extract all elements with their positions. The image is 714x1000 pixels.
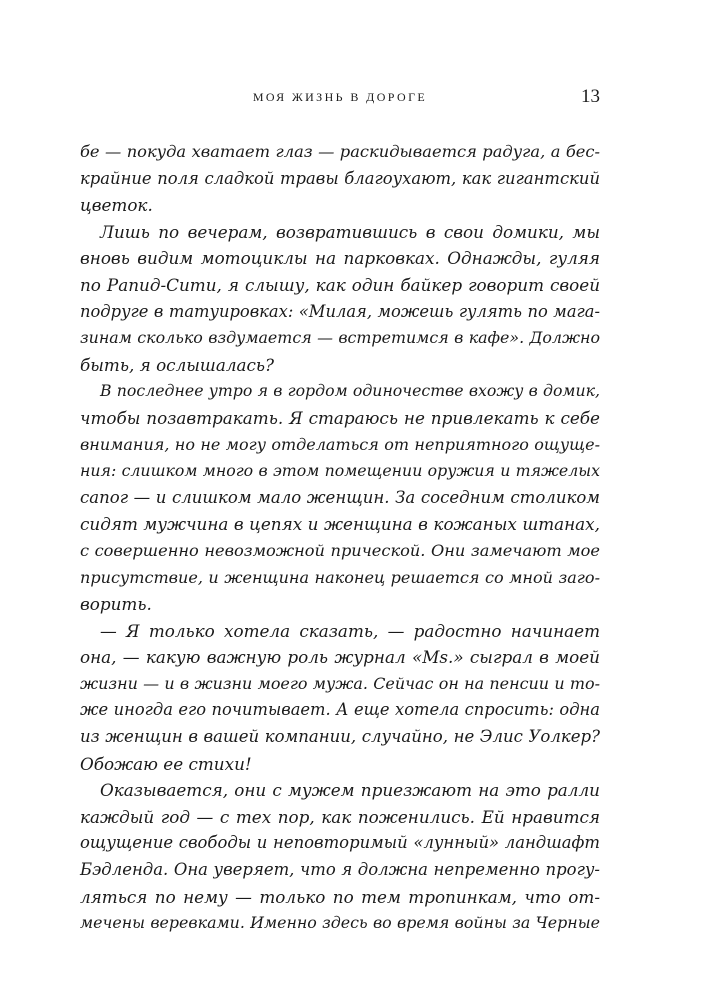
text-line: — Я только хотела сказать, — радостно начинает — [100, 620, 600, 641]
text-line: ляться по нему — только по тем тропинкам, что от- — [80, 886, 600, 907]
page-number: 13 — [581, 86, 600, 107]
paragraph — [80, 618, 600, 778]
text-line: Обожаю ее стихи! — [80, 753, 252, 774]
text-line: же иногда его почитывает. А еще хотела спросить: одна — [80, 700, 600, 720]
running-head — [80, 86, 600, 112]
text-line: мечены веревками. Именно здесь во время войны за Черные — [80, 913, 600, 933]
text-line: сидят мужчина в цепях и женщина в кожаных штанах, — [80, 514, 600, 535]
text-line: цветок. — [80, 195, 153, 216]
text-line: каждый год — с тех пор, как поженились. Ей нравится — [80, 806, 600, 827]
text-line: зинам сколько вздумается — встретимся в кафе». Должно — [80, 328, 600, 348]
text-line: с совершенно невозможной прической. Они замечают мое — [80, 540, 600, 560]
text-line: Бэдленда. Она уверяет, что я должна непременно прогу- — [80, 860, 600, 880]
text-line: вновь видим мотоциклы на парковках. Однажды, гуляя — [80, 248, 600, 269]
text-line: В последнее утро я в гордом одиночестве вхожу в домик, — [100, 381, 600, 401]
text-line: ворить. — [80, 594, 152, 615]
text-line: быть, я ослышалась? — [80, 354, 275, 375]
paragraph — [80, 378, 600, 617]
text-line: Лишь по вечерам, возвратившись в свои домики, мы — [100, 221, 600, 242]
text-line: бе — покуда хватает глаз — раскидывается радуга, а бес- — [80, 142, 600, 161]
paragraph — [80, 777, 600, 937]
text-line: Оказывается, они с мужем приезжают на это ралли — [100, 780, 600, 801]
paragraph — [80, 139, 600, 219]
body-text — [80, 139, 600, 937]
text-line: из женщин в вашей компании, случайно, не Элис Уолкер? — [80, 727, 600, 747]
text-line: крайние поля сладкой травы благоухают, как гигантский — [80, 168, 600, 188]
text-line: сапог — и слишком мало женщин. За соседним столиком — [80, 487, 600, 507]
text-line: ния: слишком много в этом помещении оружия и тяжелых — [80, 461, 600, 481]
text-line: чтобы позавтракать. Я стараюсь не привлекать к себе — [80, 407, 600, 428]
text-line: ощущение свободы и неповторимый «лунный» ландшафт — [80, 833, 600, 853]
text-line: подруге в татуировках: «Милая, можешь гулять по мага- — [80, 301, 600, 321]
text-line: внимания, но не могу отделаться от неприятного ощуще- — [80, 434, 600, 454]
text-line: жизни — и в жизни моего мужа. Сейчас он на пенсии и то- — [80, 673, 600, 693]
paragraph — [80, 219, 600, 379]
text-line: по Рапид-Сити, я слышу, как один байкер говорит своей — [80, 274, 600, 295]
running-title: Моя жизнь в дороге — [252, 86, 428, 105]
text-line: присутствие, и женщина наконец решается со мной заго- — [80, 567, 600, 587]
text-line: она, — какую важную роль журнал «Ms.» сыграл в моей — [80, 647, 600, 668]
